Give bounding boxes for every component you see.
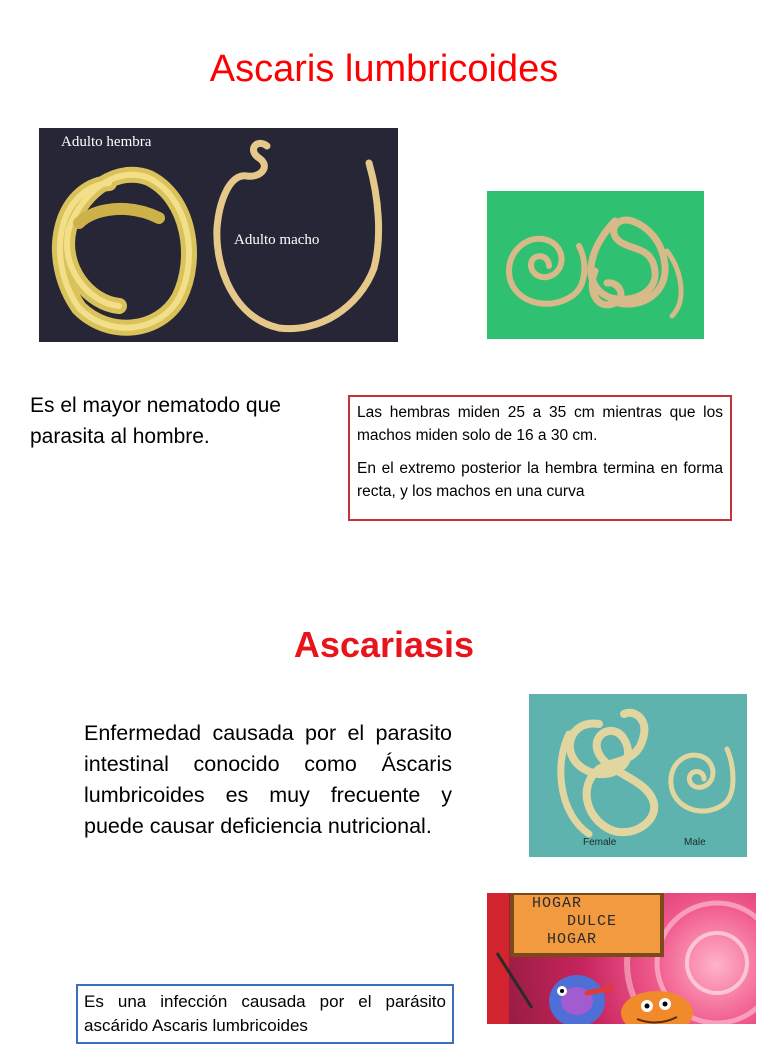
intro-text: Es el mayor nematodo que parasita al hombre. <box>30 394 281 448</box>
sign-line-3: HOGAR <box>547 931 598 948</box>
male-label: Adulto macho <box>234 232 320 248</box>
worms-photo-teal <box>529 694 747 857</box>
page-title: Ascaris lumbricoides <box>209 48 559 90</box>
cartoon-image <box>487 893 756 1024</box>
worms-photo-green <box>487 191 704 339</box>
female-label: Adulto hembra <box>61 134 152 150</box>
disease-description: Enfermedad causada por el parasito intestinal conocido como Áscaris lumbricoides es muy frecuente y puede causar deficiencia nutricional. <box>84 721 452 838</box>
female-label: Female <box>583 837 617 848</box>
sign-line-2: DULCE <box>567 913 618 930</box>
worms-illustration <box>487 191 704 339</box>
infection-box: Es una infección causada por el parásito ascárido Ascaris lumbricoides <box>76 984 454 1044</box>
worms-illustration <box>39 128 398 342</box>
cartoon-illustration <box>487 893 756 1024</box>
section-title: Ascariasis <box>293 624 475 665</box>
worms-photo-dark <box>39 128 398 342</box>
worms-illustration <box>529 694 747 857</box>
info-box-sizes <box>348 395 732 521</box>
info-paragraph-sizes: Las hembras miden 25 a 35 cm mientras que los machos miden solo de 16 a 30 cm. <box>357 404 723 444</box>
info-paragraph-shape: En el extremo posterior la hembra termina en forma recta, y los machos en una curva <box>357 460 723 500</box>
male-label: Male <box>684 837 706 848</box>
sign-line-1: HOGAR <box>532 895 583 912</box>
